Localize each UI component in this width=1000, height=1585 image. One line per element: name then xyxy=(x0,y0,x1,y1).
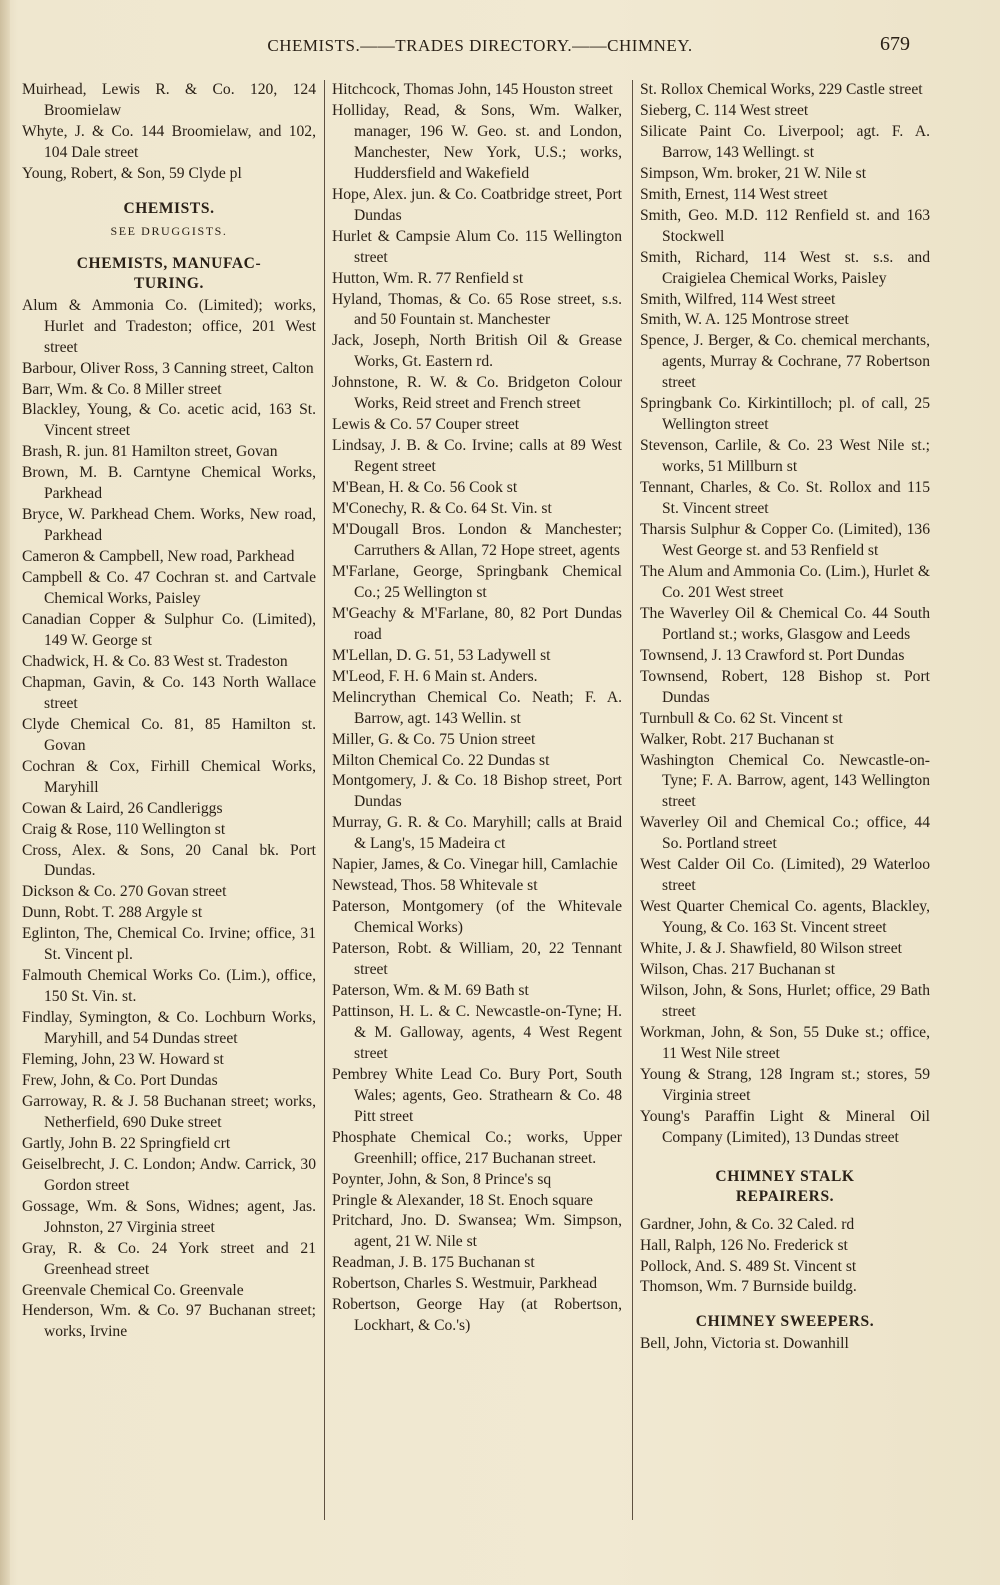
directory-entry: Tennant, Charles, & Co. St. Rollox and 115 St. Vincent street xyxy=(640,479,930,518)
directory-entry: Springbank Co. Kirkintilloch; pl. of call, 25 Wellington street xyxy=(640,395,930,434)
directory-entry: Alum & Ammonia Co. (Limited); works, Hurlet and Tradeston; office, 201 West street xyxy=(22,296,316,356)
directory-entry: Paterson, Robt. & William, 20, 22 Tennant street xyxy=(332,940,622,979)
directory-entry: Barbour, Oliver Ross, 3 Canning street, Calton xyxy=(22,359,314,377)
section-heading-chimney-sweepers: CHIMNEY SWEEPERS. xyxy=(695,1313,875,1331)
directory-entry: Cross, Alex. & Sons, 20 Canal bk. Port Dundas. xyxy=(22,841,316,880)
col2-entry-list xyxy=(332,80,622,1337)
directory-entry: Stevenson, Carlile, & Co. 23 West Nile st.; works, 51 Millburn st xyxy=(640,437,930,476)
directory-entry: Falmouth Chemical Works Co. (Lim.), office, 150 St. Vin. st. xyxy=(22,967,316,1006)
directory-entry: Henderson, Wm. & Co. 97 Buchanan street; works, Irvine xyxy=(22,1302,316,1341)
directory-entry: Hall, Ralph, 126 No. Frederick st xyxy=(640,1236,848,1254)
directory-entry: Smith, Ernest, 114 West street xyxy=(640,185,828,203)
directory-entry: Pattinson, H. L. & C. Newcastle-on-Tyne; H. & M. Galloway, agents, 4 West Regent street xyxy=(332,1002,622,1062)
directory-entry: Townsend, J. 13 Crawford st. Port Dundas xyxy=(640,646,905,664)
directory-entry: Smith, Richard, 114 West st. s.s. and Craigielea Chemical Works, Paisley xyxy=(640,248,930,287)
directory-entry: Smith, Wilfred, 114 West street xyxy=(640,290,836,308)
directory-entry: Gardner, John, & Co. 32 Caled. rd xyxy=(640,1215,855,1233)
directory-entry: Whyte, J. & Co. 144 Broomielaw, and 102, 104 Dale street xyxy=(22,122,316,161)
directory-entry: Pringle & Alexander, 18 St. Enoch square xyxy=(332,1191,593,1209)
directory-entry: Garroway, R. & J. 58 Buchanan street; works, Netherfield, 690 Duke street xyxy=(22,1092,316,1131)
directory-entry: Gray, R. & Co. 24 York street and 21 Greenhead street xyxy=(22,1239,316,1278)
directory-entry: Holliday, Read, & Sons, Wm. Walker, manager, 196 W. Geo. st. and London, Manchester, New York, U.S.; works, Huddersfield and Wakefield xyxy=(332,101,622,182)
column-divider-2 xyxy=(632,80,633,1520)
directory-entry: Thomson, Wm. 7 Burnside buildg. xyxy=(640,1278,857,1296)
directory-entry: Miller, G. & Co. 75 Union street xyxy=(332,730,536,748)
directory-entry: M'Lellan, D. G. 51, 53 Ladywell st xyxy=(332,646,551,664)
directory-entry: M'Conechy, R. & Co. 64 St. Vin. st xyxy=(332,500,552,518)
section-heading-chemists: CHEMISTS. xyxy=(123,199,215,217)
directory-entry: Gossage, Wm. & Sons, Widnes; agent, Jas. Johnston, 27 Virginia street xyxy=(22,1197,316,1236)
directory-entry: St. Rollox Chemical Works, 229 Castle street xyxy=(640,81,923,98)
directory-entry: M'Bean, H. & Co. 56 Cook st xyxy=(332,479,518,497)
directory-entry: Lindsay, J. B. & Co. Irvine; calls at 89 West Regent street xyxy=(332,437,622,476)
directory-entry: White, J. & J. Shawfield, 80 Wilson street xyxy=(640,940,902,958)
page-number: 679 xyxy=(880,33,910,55)
directory-entry: Smith, W. A. 125 Montrose street xyxy=(640,311,849,329)
column-divider-1 xyxy=(324,80,325,1520)
column-3 xyxy=(640,80,930,1355)
directory-entry: Newstead, Thos. 58 Whitevale st xyxy=(332,877,538,895)
directory-entry: M'Leod, F. H. 6 Main st. Anders. xyxy=(332,667,538,685)
directory-entry: Young & Strang, 128 Ingram st.; stores, 59 Virginia street xyxy=(640,1065,930,1104)
directory-entry: Robertson, Charles S. Westmuir, Parkhead xyxy=(332,1275,598,1293)
directory-entry: Washington Chemical Co. Newcastle-on-Tyne; F. A. Barrow, agent, 143 Wellington street xyxy=(640,751,930,811)
directory-entry: Wilson, Chas. 217 Buchanan st xyxy=(640,961,836,979)
sweepers-list xyxy=(640,1334,930,1355)
running-header: CHEMISTS.——TRADES DIRECTORY.——CHIMNEY. xyxy=(267,36,693,55)
directory-entry: Phosphate Chemical Co.; works, Upper Greenhill; office, 217 Buchanan street. xyxy=(332,1128,622,1167)
directory-entry: Waverley Oil and Chemical Co.; office, 44 So. Portland street xyxy=(640,814,930,853)
directory-entry: Murray, G. R. & Co. Maryhill; calls at Braid & Lang's, 15 Madeira ct xyxy=(332,814,622,853)
directory-entry: Silicate Paint Co. Liverpool; agt. F. A. Barrow, 143 Wellingt. st xyxy=(640,122,930,161)
directory-entry: Eglinton, The, Chemical Co. Irvine; office, 31 St. Vincent pl. xyxy=(22,925,316,964)
directory-entry: Bryce, W. Parkhead Chem. Works, New road, Parkhead xyxy=(22,506,316,545)
directory-entry: Turnbull & Co. 62 St. Vincent st xyxy=(640,709,843,727)
directory-entry: Cameron & Campbell, New road, Parkhead xyxy=(22,548,295,566)
directory-entry: Young, Robert, & Son, 59 Clyde pl xyxy=(22,164,242,182)
directory-entry: Tharsis Sulphur & Copper Co. (Limited), 136 West George st. and 53 Renfield st xyxy=(640,521,930,559)
section-heading-chemists-manufacturing: CHEMISTS, MANUFAC-TURING. xyxy=(76,254,262,292)
directory-entry: Wilson, John, & Sons, Hurlet; office, 29 Bath street xyxy=(640,981,930,1020)
directory-entry: Paterson, Wm. & M. 69 Bath st xyxy=(332,981,529,999)
directory-entry: M'Farlane, George, Springbank Chemical Co.; 25 Wellington st xyxy=(332,562,622,601)
directory-entry: Townsend, Robert, 128 Bishop st. Port Dundas xyxy=(640,667,930,706)
directory-entry: Barr, Wm. & Co. 8 Miller street xyxy=(22,380,222,398)
directory-entry: Frew, John, & Co. Port Dundas xyxy=(22,1071,218,1089)
directory-entry: Hyland, Thomas, & Co. 65 Rose street, s.s. and 50 Fountain st. Manchester xyxy=(332,290,622,329)
directory-entry: Johnstone, R. W. & Co. Bridgeton Colour Works, Reid street and French street xyxy=(332,374,622,413)
directory-entry: Poynter, John, & Son, 8 Prince's sq xyxy=(332,1170,552,1188)
directory-entry: Walker, Robt. 217 Buchanan st xyxy=(640,730,834,748)
directory-entry: Blackley, Young, & Co. acetic acid, 163 St. Vincent street xyxy=(22,401,316,440)
directory-entry: West Quarter Chemical Co. agents, Blackley, Young, & Co. 163 St. Vincent street xyxy=(640,898,930,937)
section-heading-chimney-stalk-repairers: CHIMNEY STALK REPAIRERS. xyxy=(715,1167,855,1205)
directory-entry: Hutton, Wm. R. 77 Renfield st xyxy=(332,269,524,287)
directory-entry: Chadwick, H. & Co. 83 West st. Tradeston xyxy=(22,652,288,670)
directory-entry: Pollock, And. S. 489 St. Vincent st xyxy=(640,1257,857,1275)
directory-entry: Paterson, Montgomery (of the Whitevale Chemical Works) xyxy=(332,898,622,937)
directory-entry: Chapman, Gavin, & Co. 143 North Wallace street xyxy=(22,673,316,712)
directory-entry: Montgomery, J. & Co. 18 Bishop street, Port Dundas xyxy=(332,772,622,811)
directory-entry: Fleming, John, 23 W. Howard st xyxy=(22,1051,224,1069)
directory-entry: The Alum and Ammonia Co. (Lim.), Hurlet & Co. 201 West street xyxy=(640,562,930,601)
directory-entry: Hitchcock, Thomas John, 145 Houston street xyxy=(332,81,613,98)
directory-entry: Readman, J. B. 175 Buchanan st xyxy=(332,1254,535,1272)
col3-entry-list xyxy=(640,80,930,1149)
directory-entry: Workman, John, & Son, 55 Duke st.; office, 11 West Nile street xyxy=(640,1023,930,1062)
section-note-see-druggists: SEE DRUGGISTS. xyxy=(110,223,228,238)
directory-entry: Greenvale Chemical Co. Greenvale xyxy=(22,1281,244,1299)
directory-entry: Cowan & Laird, 26 Candleriggs xyxy=(22,799,223,817)
directory-entry: Spence, J. Berger, & Co. chemical merchants, agents, Murray & Cochrane, 77 Robertson street xyxy=(640,332,930,392)
directory-entry: Campbell & Co. 47 Cochran st. and Cartvale Chemical Works, Paisley xyxy=(22,569,316,608)
directory-entry: Dickson & Co. 270 Govan street xyxy=(22,883,227,901)
directory-entry: Canadian Copper & Sulphur Co. (Limited), 149 W. George st xyxy=(22,611,316,649)
directory-entry: Smith, Geo. M.D. 112 Renfield st. and 163 Stockwell xyxy=(640,206,930,245)
directory-entry: Hope, Alex. jun. & Co. Coatbridge street, Port Dundas xyxy=(332,185,622,224)
page-spine-shadow xyxy=(0,0,10,1585)
directory-entry: Brown, M. B. Carntyne Chemical Works, Parkhead xyxy=(22,464,316,503)
col1-top-list xyxy=(22,80,316,185)
directory-entry: Geiselbrecht, J. C. London; Andw. Carrick, 30 Gordon street xyxy=(22,1155,316,1194)
directory-entry: The Waverley Oil & Chemical Co. 44 South Portland st.; works, Glasgow and Leeds xyxy=(640,604,930,643)
directory-entry: Sieberg, C. 114 West street xyxy=(640,101,809,119)
directory-entry: Clyde Chemical Co. 81, 85 Hamilton st. Govan xyxy=(22,715,316,754)
directory-entry: Bell, John, Victoria st. Dowanhill xyxy=(640,1335,849,1353)
directory-entry: Young's Paraffin Light & Mineral Oil Company (Limited), 13 Dundas street xyxy=(640,1107,930,1146)
column-2 xyxy=(332,80,622,1337)
directory-entry: Napier, James, & Co. Vinegar hill, Camlachie xyxy=(332,856,618,874)
directory-entry: Milton Chemical Co. 22 Dundas st xyxy=(332,751,550,769)
directory-entry: Jack, Joseph, North British Oil & Grease Works, Gt. Eastern rd. xyxy=(332,332,622,371)
column-1 xyxy=(22,80,316,1343)
directory-entry: Robertson, George Hay (at Robertson, Lockhart, & Co.'s) xyxy=(332,1296,622,1335)
directory-entry: Melincrythan Chemical Co. Neath; F. A. Barrow, agt. 143 Wellin. st xyxy=(332,688,622,727)
col1-entry-list xyxy=(22,296,316,1344)
directory-entry: Hurlet & Campsie Alum Co. 115 Wellington street xyxy=(332,227,622,266)
directory-entry: Cochran & Cox, Firhill Chemical Works, Maryhill xyxy=(22,757,316,796)
directory-entry: Dunn, Robt. T. 288 Argyle st xyxy=(22,904,203,922)
directory-entry: M'Dougall Bros. London & Manchester; Carruthers & Allan, 72 Hope street, agents xyxy=(332,521,622,559)
stalk-repairers-list xyxy=(640,1215,930,1299)
directory-entry: West Calder Oil Co. (Limited), 29 Waterloo street xyxy=(640,856,930,895)
directory-entry: Simpson, Wm. broker, 21 W. Nile st xyxy=(640,164,867,182)
directory-entry: Craig & Rose, 110 Wellington st xyxy=(22,820,226,838)
directory-entry: Lewis & Co. 57 Couper street xyxy=(332,416,520,434)
directory-entry: M'Geachy & M'Farlane, 80, 82 Port Dundas road xyxy=(332,604,622,643)
directory-entry: Brash, R. jun. 81 Hamilton street, Govan xyxy=(22,443,278,461)
directory-entry: Pembrey White Lead Co. Bury Port, South Wales; agents, Geo. Strathearn & Co. 48 Pitt street xyxy=(332,1065,622,1125)
directory-entry: Findlay, Symington, & Co. Lochburn Works, Maryhill, and 54 Dundas street xyxy=(22,1009,316,1048)
directory-entry: Pritchard, Jno. D. Swansea; Wm. Simpson, agent, 21 W. Nile st xyxy=(332,1212,622,1251)
directory-entry: Gartly, John B. 22 Springfield crt xyxy=(22,1134,231,1152)
directory-entry: Muirhead, Lewis R. & Co. 120, 124 Broomielaw xyxy=(22,81,316,119)
